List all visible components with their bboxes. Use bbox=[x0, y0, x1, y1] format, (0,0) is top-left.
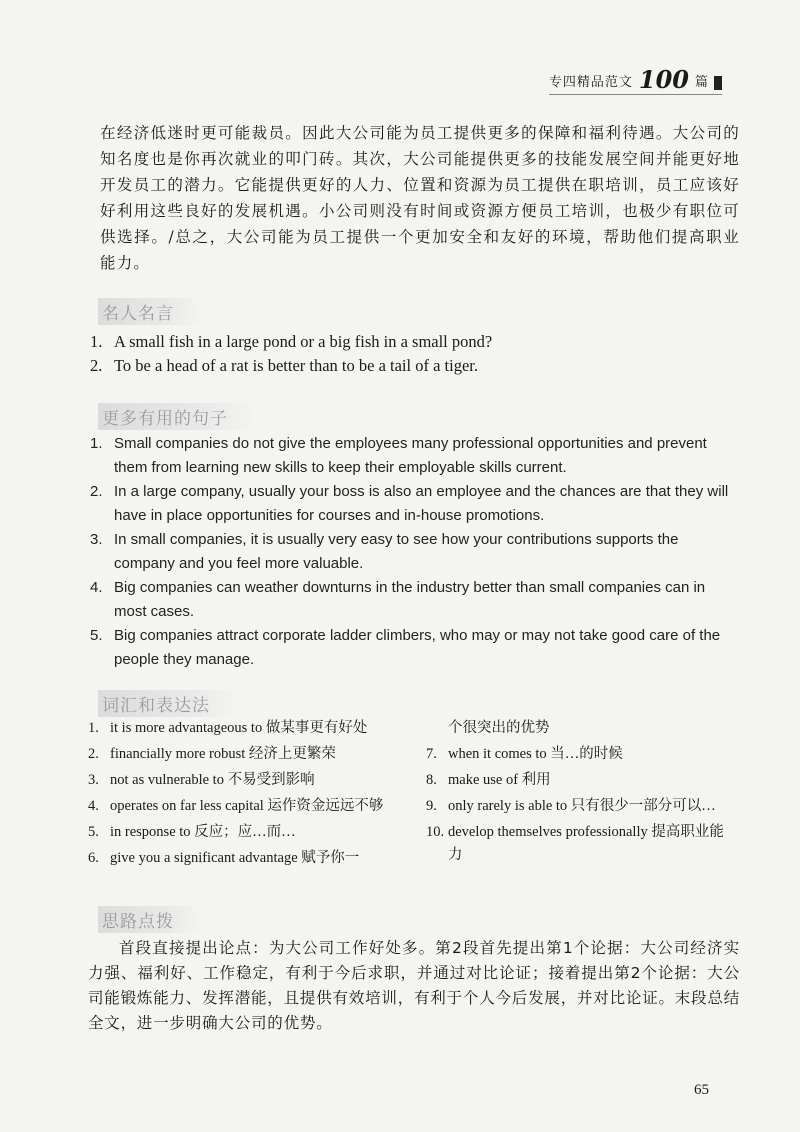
vocab-columns bbox=[88, 717, 738, 873]
list-item: 5. Big companies attract corporate ladder climbers, who may or may not take good care of the people they manage. bbox=[90, 627, 721, 668]
intro-paragraph: 在经济低迷时更可能裁员。因此大公司能为员工提供更多的保障和福利待遇。大公司的知名度也是你再次就业的叩门砖。其次，大公司能提供更多的技能发展空间并能更好地开发员工的潜力。它能提供更好的人力、位置和资源为员工提供在职培训，员工应该好好利用这些良好的发展机遇。小公司则没有时间或资源方便员工培训，也极少有职位可供选择。/总之，大公司能为员工提供一个更加安全和友好的环境，帮助他们提高职业能力。 bbox=[100, 124, 740, 272]
list-item: 3. not as vulnerable to 不易受到影响 bbox=[88, 772, 315, 788]
book-number: 100 bbox=[638, 65, 689, 94]
book-series-title: 专四精品范文 bbox=[548, 75, 633, 90]
list-item: 3. In small companies, it is usually very easy to see how your contributions supports the company and you feel more valuable. bbox=[90, 531, 679, 572]
list-item: 1. Small companies do not give the employees many professional opportunities and prevent them from learning new skills to keep their employable skills current. bbox=[90, 435, 707, 476]
quotes-heading: 名人名言 bbox=[98, 298, 202, 325]
list-item: 7. when it comes to 当…的时候 bbox=[426, 746, 623, 762]
analysis-heading: 思路点拨 bbox=[98, 906, 202, 933]
vocab-heading: 词汇和表达法 bbox=[98, 690, 238, 717]
list-item: 1. A small fish in a large pond or a big fish in a small pond? bbox=[90, 332, 493, 351]
list-item: 2. In a large company, usually your boss is also an employee and the chances are that they will have in place opportunities for courses and in-house promotions. bbox=[90, 483, 729, 524]
header-marker bbox=[714, 76, 722, 90]
page-number: 65 bbox=[694, 1082, 709, 1098]
vocab-left-column bbox=[88, 717, 400, 873]
list-item-continuation: 个很突出的优势 bbox=[448, 720, 550, 736]
list-item: 6. give you a significant advantage 赋予你一 bbox=[88, 850, 360, 866]
book-suffix: 篇 bbox=[694, 75, 708, 90]
useful-sentences-heading: 更多有用的句子 bbox=[98, 403, 256, 430]
list-item: 8. make use of 利用 bbox=[426, 772, 551, 788]
useful-sentences-list bbox=[90, 432, 740, 672]
quotes-list bbox=[90, 330, 740, 378]
list-item: 10. develop themselves professionally 提高职业能力 bbox=[426, 824, 724, 863]
list-item: 4. operates on far less capital 运作资金远远不够 bbox=[88, 798, 384, 814]
vocab-right-column bbox=[426, 717, 738, 873]
list-item: 1. it is more advantageous to 做某事更有好处 bbox=[88, 720, 368, 736]
list-item: 2. financially more robust 经济上更繁荣 bbox=[88, 746, 336, 762]
running-header bbox=[548, 65, 722, 95]
list-item: 5. in response to 反应；应…而… bbox=[88, 824, 296, 840]
analysis-paragraph: 首段直接提出论点：为大公司工作好处多。第2段首先提出第1个论据：大公司经济实力强、福利好、工作稳定，有利于今后求职，并通过对比论证；接着提出第2个论据：大公司能锻炼能力、发挥潜能，且提供有效培训，有利于个人今后发展，并对比论证。末段总结全文，进一步明确大公司的优势。 bbox=[88, 939, 741, 1032]
list-item: 4. Big companies can weather downturns in the industry better than small companies can in most cases. bbox=[90, 579, 706, 620]
list-item: 9. only rarely is able to 只有很少一部分可以… bbox=[426, 798, 716, 814]
list-item: 2. To be a head of a rat is better than to be a tail of a tiger. bbox=[90, 356, 478, 375]
